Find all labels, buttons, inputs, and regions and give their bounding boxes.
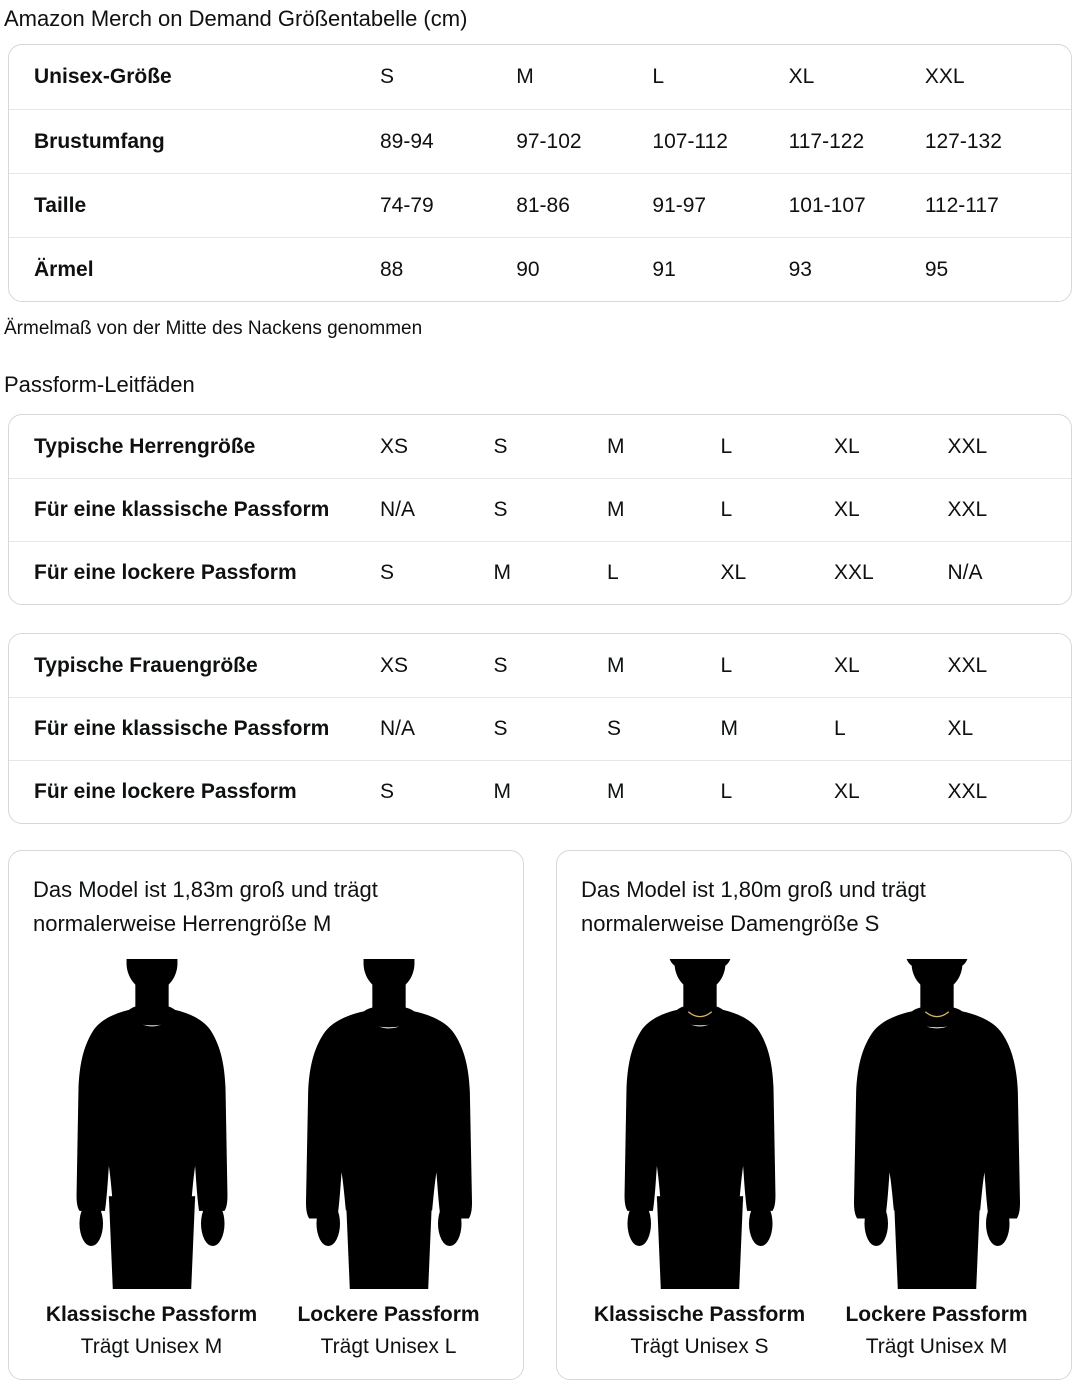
male-loose-fit-figure <box>270 959 507 1359</box>
measure-cell: 90 <box>516 257 540 281</box>
male-figures <box>33 959 507 1359</box>
size-cell: XL <box>834 780 860 803</box>
row-label: Unisex-Größe <box>34 65 172 88</box>
table-row-sleeve <box>9 237 1071 301</box>
table-row-women-typical <box>9 634 1071 697</box>
size-cell: XL <box>834 653 860 677</box>
table-row-chest <box>9 109 1071 173</box>
measure-cell: 74-79 <box>380 193 434 217</box>
female-figures <box>581 959 1055 1359</box>
size-cell: XXL <box>947 434 988 458</box>
measure-cell: 101-107 <box>788 193 866 217</box>
model-description: Das Model ist 1,83m groß und trägt normalerweise Herrengröße M <box>33 877 378 936</box>
size-cell: N/A <box>380 717 416 740</box>
measure-cell: 97-102 <box>516 129 582 153</box>
size-cell: M <box>493 561 511 584</box>
wears-caption: Trägt Unisex S <box>630 1335 769 1358</box>
measure-cell: 89-94 <box>380 129 434 153</box>
measure-cell: 117-122 <box>788 129 865 153</box>
fit-caption: Lockere Passform <box>297 1303 480 1326</box>
size-col-header: S <box>380 65 395 88</box>
size-cell: L <box>720 653 733 677</box>
size-cell: L <box>720 434 733 458</box>
size-cell: N/A <box>380 498 416 521</box>
size-cell: XXL <box>947 653 988 677</box>
row-label: Für eine klassische Passform <box>34 717 330 740</box>
row-label: Typische Herrengröße <box>34 434 256 458</box>
fit-caption: Lockere Passform <box>845 1303 1028 1326</box>
table-row-men-classic <box>9 478 1071 541</box>
size-cell: M <box>493 780 511 803</box>
size-cell: XS <box>380 434 409 458</box>
female-model-loose-image <box>839 959 1035 1289</box>
size-cell: M <box>607 780 625 803</box>
size-col-header: XXL <box>924 65 965 88</box>
size-cell: XL <box>720 561 747 584</box>
size-cell: M <box>607 653 625 677</box>
wears-caption: Trägt Unisex M <box>865 1335 1008 1358</box>
size-cell: L <box>720 780 733 803</box>
female-model-classic-image <box>602 959 798 1289</box>
row-label: Taille <box>34 193 87 217</box>
row-label: Für eine lockere Passform <box>34 780 297 803</box>
table-header-row <box>9 45 1071 109</box>
men-fit-table <box>8 414 1072 605</box>
sleeve-measure-note: Ärmelmaß von der Mitte des Nackens genommen <box>4 318 423 339</box>
size-cell: S <box>493 653 508 677</box>
male-classic-fit-figure <box>33 959 270 1359</box>
male-model-card <box>8 850 524 1380</box>
table-row-men-typical <box>9 415 1071 478</box>
measure-cell: 91-97 <box>652 193 707 217</box>
measure-cell: 88 <box>380 257 404 281</box>
wears-caption: Trägt Unisex L <box>320 1335 457 1358</box>
size-cell: M <box>607 434 625 458</box>
row-label: Brustumfang <box>34 129 165 153</box>
table-row-women-classic <box>9 697 1071 760</box>
table-row-women-loose <box>9 760 1071 823</box>
model-cards <box>8 850 1072 1380</box>
size-cell: XXL <box>947 498 988 521</box>
fit-caption: Klassische Passform <box>593 1303 806 1326</box>
table-row-waist <box>9 173 1071 237</box>
size-cell: XXL <box>947 780 988 803</box>
wears-caption: Trägt Unisex M <box>80 1335 223 1358</box>
measure-cell: 112-117 <box>924 193 999 217</box>
size-cell: M <box>720 717 738 740</box>
size-cell: XXL <box>834 561 874 584</box>
size-col-header: XL <box>788 65 815 88</box>
row-label: Für eine klassische Passform <box>34 498 330 521</box>
size-cell: N/A <box>947 561 983 584</box>
size-cell: S <box>493 434 508 458</box>
size-cell: S <box>380 561 395 584</box>
fit-guides-heading: Passform-Leitfäden <box>4 372 195 397</box>
fit-caption: Klassische Passform <box>45 1303 258 1326</box>
women-fit-table <box>8 633 1072 824</box>
size-col-header: L <box>652 65 665 88</box>
table-row-men-loose <box>9 541 1071 604</box>
row-label: Ärmel <box>34 257 94 281</box>
size-cell: L <box>720 498 733 521</box>
measure-cell: 127-132 <box>924 129 1002 153</box>
size-cell: L <box>607 561 619 584</box>
male-model-classic-image <box>54 959 250 1289</box>
size-cell: S <box>493 717 508 740</box>
size-cell: XL <box>947 717 974 740</box>
page-title: Amazon Merch on Demand Größentabelle (cm) <box>4 6 468 31</box>
size-cell: M <box>607 498 625 521</box>
female-loose-fit-figure <box>818 959 1055 1359</box>
measure-cell: 93 <box>788 257 812 281</box>
female-model-card <box>556 850 1072 1380</box>
size-cell: XL <box>834 498 860 521</box>
size-cell: L <box>834 717 846 740</box>
female-classic-fit-figure <box>581 959 818 1359</box>
size-cell: S <box>607 717 622 740</box>
size-cell: S <box>493 498 508 521</box>
size-col-header: M <box>516 65 534 88</box>
size-cell: XL <box>834 434 860 458</box>
size-cell: S <box>380 780 395 803</box>
size-cell: XS <box>380 653 409 677</box>
measure-cell: 91 <box>652 257 676 281</box>
measure-cell: 107-112 <box>652 129 728 153</box>
unisex-size-table <box>8 44 1072 302</box>
measure-cell: 81-86 <box>516 193 570 217</box>
male-model-loose-image <box>291 959 487 1289</box>
model-description: Das Model ist 1,80m groß und trägt normalerweise Damengröße S <box>581 877 926 936</box>
row-label: Typische Frauengröße <box>34 653 258 677</box>
row-label: Für eine lockere Passform <box>34 561 297 584</box>
measure-cell: 95 <box>924 257 949 281</box>
